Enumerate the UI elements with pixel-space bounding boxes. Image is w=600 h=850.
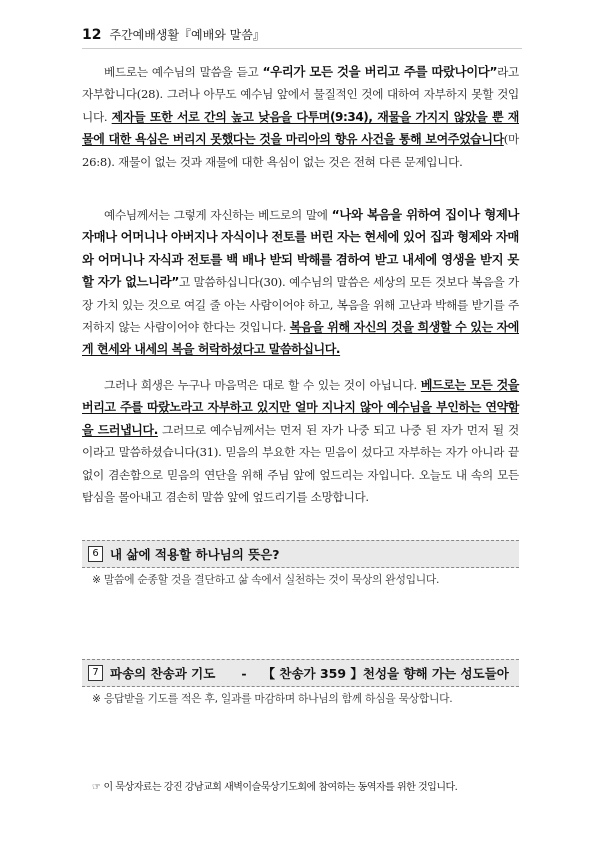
paragraph-text: 베드로는 예수님의 말씀을 듣고: [104, 65, 263, 79]
section-6-heading: [82, 540, 519, 568]
title-separator: -: [241, 665, 247, 681]
section-title: 내 삶에 적용할 하나님의 뜻은?: [110, 547, 280, 562]
scripture-quote: “우리가 모든 것을 버리고 주를 따랐나이다”: [262, 64, 498, 79]
paragraph-text: 그러므로 예수님께서는 먼저 된 자가 나중 되고 나중 된 자가 먼저 될 것이라고 말씀하셨습니다(31). 믿음의 부요한 자는 믿음이 섰다고 자부하는 자가 아니라 끝없이 겸손함으로 믿음의 연단을 위해 주님 앞에 엎드리는 자입니다. 오늘도 내 속의 모든 탐심을 몰아내고 겸손히 말씀 앞에 엎드리기를 소망합니다.: [82, 422, 520, 505]
emphasis-text: 복음을 위해 자신의 것을 희생할 수 있는 자에게 현세와 내세의 복을 허락하셨다고 말씀하십니다.: [82, 320, 519, 357]
section-title: 파송의 찬송과 기도: [110, 666, 216, 681]
paragraph-1: [82, 61, 519, 173]
paragraph-text: 예수님께서는 그렇게 자신하는 베드로의 말에: [104, 208, 332, 222]
section-6-note: ※ 말씀에 순종할 것을 결단하고 삶 속에서 실천하는 것이 묵상의 완성입니다.: [92, 573, 440, 586]
section-7-heading: [82, 659, 519, 687]
scripture-quote: “나와 복음을 위하여 집이나 형제나 자매나 어머니나 아버지나 자식이나 전토를 버린 자는 현세에 있어 집과 형제와 자매와 어머니나 자식과 전토를 백 배나 받되 박해를 겸하여 받고 내세에 영생을 받지 못할 자가 없느니라”: [82, 207, 519, 290]
header-title: 주간예배생활『예배와 말씀』: [109, 28, 265, 42]
pointing-hand-icon: ☞: [92, 782, 101, 793]
hymn-reference: 【 찬송가 359 】천성을 향해 가는 성도들아: [262, 666, 509, 681]
paragraph-2: [82, 204, 519, 361]
page-header: [82, 26, 522, 49]
footer-note: [92, 778, 532, 793]
emphasis-text: 베드로는 모든 것을 버리고 주를 따랐노라고 자부하고 있지만 얼마 지나지 않아 예수님을 부인하는 연약함을 드러냅니다.: [82, 378, 519, 437]
paragraph-text: 라고 자부합니다(28). 그러나 아무도 예수님 앞에서 물질적인 것에 대하여 자부하지 못할 것입니다.: [82, 65, 520, 124]
section-number-box: 6: [88, 546, 103, 562]
footer-text: 이 묵상자료는 강진 강남교회 새벽이슬묵상기도회에 참여하는 동역자를 위한 것입니다.: [103, 782, 458, 793]
section-number-box: 7: [88, 665, 103, 681]
emphasis-text: 제자들 또한 서로 간의 높고 낮음을 다투며(9:34), 재물을 가지지 않았을 뿐 재물에 대한 욕심은 버리지 못했다는 것을 마리아의 향유 사건을 통해 보여주었습니다: [82, 109, 519, 147]
section-7-note: ※ 응답받을 기도를 적은 후, 일과를 마감하며 하나님의 함께 하심을 묵상합니다.: [92, 692, 453, 705]
paragraph-text: 그러나 희생은 누구나 마음먹은 대로 할 수 있는 것이 아닙니다.: [104, 378, 421, 392]
page-number: 12: [82, 27, 102, 43]
paragraph-text: 고 말씀하십니다(30). 예수님의 말씀은 세상의 모든 것보다 복음을 가장 가치 있는 것으로 여길 줄 아는 사람이어야 하고, 복음을 위해 고난과 박해를 받기를 주저하지 않는 사람이어야 한다는 것입니다.: [82, 275, 519, 335]
paragraph-text: (마26:8). 재물이 없는 것과 재물에 대한 욕심이 없는 것은 전혀 다른 문제입니다.: [82, 132, 519, 169]
paragraph-3: [82, 374, 519, 508]
